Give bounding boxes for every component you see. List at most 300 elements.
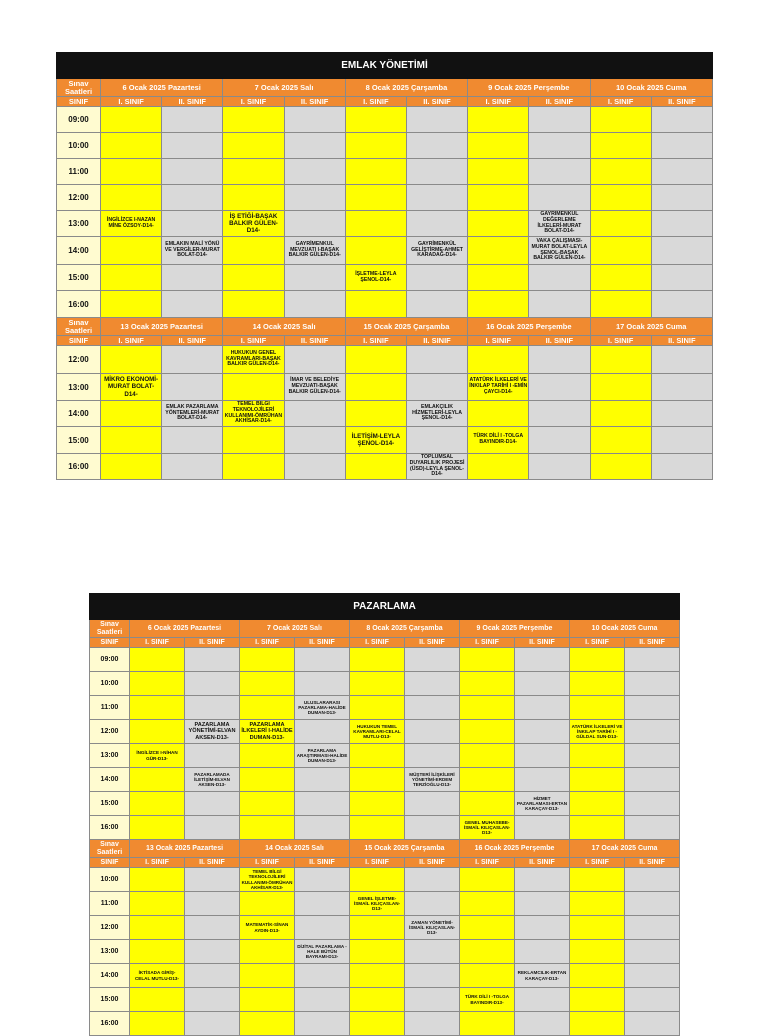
exam-entry: İNGİLİZCE I-NAZAN MİNE ÖZSOY-D14- bbox=[101, 211, 162, 237]
day-header: 17 Ocak 2025 Cuma bbox=[590, 318, 712, 336]
empty-cell bbox=[295, 672, 350, 696]
day-header: 6 Ocak 2025 Pazartesi bbox=[130, 620, 240, 638]
empty-cell bbox=[162, 265, 223, 291]
empty-cell bbox=[350, 672, 405, 696]
exam-entry: İŞ ETİĞİ-BAŞAK BALKIR GÜLEN-D14- bbox=[223, 211, 284, 237]
class-2-header: II. SINIF bbox=[162, 97, 223, 107]
empty-cell bbox=[651, 291, 712, 318]
empty-cell bbox=[405, 744, 460, 768]
class-2-header: II. SINIF bbox=[406, 97, 467, 107]
empty-cell bbox=[162, 133, 223, 159]
empty-cell bbox=[130, 696, 185, 720]
day-header: 10 Ocak 2025 Cuma bbox=[570, 620, 680, 638]
empty-cell bbox=[570, 792, 625, 816]
empty-cell bbox=[651, 346, 712, 374]
empty-cell bbox=[405, 988, 460, 1012]
empty-cell bbox=[345, 107, 406, 133]
empty-cell bbox=[405, 816, 460, 840]
empty-cell bbox=[240, 892, 295, 916]
empty-cell bbox=[590, 185, 651, 211]
time-slot: 16:00 bbox=[57, 454, 101, 480]
day-header: 14 Ocak 2025 Salı bbox=[223, 318, 345, 336]
empty-cell bbox=[570, 868, 625, 892]
empty-cell bbox=[570, 648, 625, 672]
empty-cell bbox=[529, 454, 590, 480]
class-2-header: II. SINIF bbox=[162, 336, 223, 346]
class-1-header: I. SINIF bbox=[460, 638, 515, 648]
empty-cell bbox=[130, 720, 185, 744]
class-2-header: II. SINIF bbox=[651, 97, 712, 107]
empty-cell bbox=[468, 159, 529, 185]
empty-cell bbox=[590, 291, 651, 318]
day-header: 6 Ocak 2025 Pazartesi bbox=[101, 79, 223, 97]
empty-cell bbox=[529, 185, 590, 211]
exam-entry: İNGİLİZCE I-NİHAN GÜR-D13- bbox=[130, 744, 185, 768]
day-header: 15 Ocak 2025 Çarşamba bbox=[345, 318, 467, 336]
day-header: 15 Ocak 2025 Çarşamba bbox=[350, 840, 460, 858]
empty-cell bbox=[162, 346, 223, 374]
class-1-header: I. SINIF bbox=[223, 336, 284, 346]
empty-cell bbox=[406, 346, 467, 374]
exam-entry: TÜRK DİLİ I -TOLGA BAYINDIR-D14- bbox=[468, 427, 529, 454]
exam-entry: İKTİSADA GİRİŞ-CELAL MUTLU-D13- bbox=[130, 964, 185, 988]
sinav-saatleri-header: Sınav Saatleri bbox=[90, 620, 130, 638]
time-slot: 12:00 bbox=[57, 185, 101, 211]
empty-cell bbox=[515, 768, 570, 792]
class-2-header: II. SINIF bbox=[284, 336, 345, 346]
empty-cell bbox=[625, 672, 680, 696]
time-slot: 15:00 bbox=[90, 988, 130, 1012]
time-slot: 13:00 bbox=[90, 744, 130, 768]
empty-cell bbox=[223, 237, 284, 265]
empty-cell bbox=[162, 185, 223, 211]
day-header: 14 Ocak 2025 Salı bbox=[240, 840, 350, 858]
time-slot: 11:00 bbox=[57, 159, 101, 185]
empty-cell bbox=[130, 940, 185, 964]
class-2-header: II. SINIF bbox=[651, 336, 712, 346]
empty-cell bbox=[223, 291, 284, 318]
exam-entry: EMLAKÇILIK HİZMETLERİ-LEYLA ŞENOL-D14- bbox=[406, 401, 467, 427]
empty-cell bbox=[529, 265, 590, 291]
empty-cell bbox=[162, 159, 223, 185]
class-1-header: I. SINIF bbox=[460, 858, 515, 868]
empty-cell bbox=[345, 346, 406, 374]
empty-cell bbox=[468, 401, 529, 427]
empty-cell bbox=[406, 185, 467, 211]
empty-cell bbox=[295, 964, 350, 988]
empty-cell bbox=[345, 133, 406, 159]
empty-cell bbox=[590, 211, 651, 237]
empty-cell bbox=[350, 792, 405, 816]
empty-cell bbox=[405, 792, 460, 816]
class-2-header: II. SINIF bbox=[515, 638, 570, 648]
empty-cell bbox=[406, 374, 467, 401]
empty-cell bbox=[529, 159, 590, 185]
empty-cell bbox=[515, 916, 570, 940]
class-2-header: II. SINIF bbox=[284, 97, 345, 107]
class-1-header: I. SINIF bbox=[468, 336, 529, 346]
empty-cell bbox=[350, 964, 405, 988]
empty-cell bbox=[651, 454, 712, 480]
empty-cell bbox=[350, 988, 405, 1012]
empty-cell bbox=[240, 744, 295, 768]
empty-cell bbox=[570, 916, 625, 940]
empty-cell bbox=[590, 346, 651, 374]
empty-cell bbox=[295, 792, 350, 816]
sinav-saatleri-header: Sınav Saatleri bbox=[57, 79, 101, 97]
empty-cell bbox=[162, 427, 223, 454]
empty-cell bbox=[515, 868, 570, 892]
empty-cell bbox=[130, 672, 185, 696]
empty-cell bbox=[295, 720, 350, 744]
empty-cell bbox=[350, 868, 405, 892]
exam-entry: PAZARLAMA YÖNETİMİ-ELVAN AKSEN-D13- bbox=[185, 720, 240, 744]
empty-cell bbox=[460, 744, 515, 768]
empty-cell bbox=[240, 792, 295, 816]
day-header: 7 Ocak 2025 Salı bbox=[223, 79, 345, 97]
time-slot: 10:00 bbox=[90, 672, 130, 696]
empty-cell bbox=[101, 454, 162, 480]
empty-cell bbox=[101, 265, 162, 291]
exam-entry: GAYRİMENKÜL GELİŞTİRME-AHMET KARADAĞ-D14- bbox=[406, 237, 467, 265]
class-1-header: I. SINIF bbox=[468, 97, 529, 107]
empty-cell bbox=[460, 868, 515, 892]
empty-cell bbox=[345, 374, 406, 401]
empty-cell bbox=[223, 185, 284, 211]
empty-cell bbox=[350, 768, 405, 792]
empty-cell bbox=[185, 988, 240, 1012]
empty-cell bbox=[570, 988, 625, 1012]
empty-cell bbox=[350, 744, 405, 768]
empty-cell bbox=[295, 892, 350, 916]
empty-cell bbox=[625, 868, 680, 892]
time-slot: 14:00 bbox=[90, 768, 130, 792]
empty-cell bbox=[468, 291, 529, 318]
empty-cell bbox=[185, 648, 240, 672]
time-slot: 10:00 bbox=[90, 868, 130, 892]
empty-cell bbox=[295, 816, 350, 840]
empty-cell bbox=[101, 291, 162, 318]
exam-entry: PAZARLAMADA İLETİŞİM-ELVAN AKSEN-D13- bbox=[185, 768, 240, 792]
empty-cell bbox=[460, 940, 515, 964]
exam-entry: TEMEL BİLGİ TEKNOLOJİLERİ KULLANIMI-ÖMRÜHAN AKHİSAR-D14- bbox=[223, 401, 284, 427]
empty-cell bbox=[515, 892, 570, 916]
exam-entry: ZAMAN YÖNETİMİ-İSMAİL KILIÇASLAN-D13- bbox=[405, 916, 460, 940]
empty-cell bbox=[162, 107, 223, 133]
class-1-header: I. SINIF bbox=[101, 97, 162, 107]
empty-cell bbox=[240, 768, 295, 792]
empty-cell bbox=[651, 427, 712, 454]
empty-cell bbox=[223, 159, 284, 185]
empty-cell bbox=[101, 185, 162, 211]
empty-cell bbox=[468, 346, 529, 374]
empty-cell bbox=[590, 133, 651, 159]
empty-cell bbox=[515, 816, 570, 840]
empty-cell bbox=[284, 133, 345, 159]
exam-entry: HUKUKUN TEMEL KAVRAMLARI-CELAL MUTLU-D13- bbox=[350, 720, 405, 744]
class-1-header: I. SINIF bbox=[130, 858, 185, 868]
empty-cell bbox=[570, 940, 625, 964]
empty-cell bbox=[223, 427, 284, 454]
empty-cell bbox=[240, 816, 295, 840]
empty-cell bbox=[295, 916, 350, 940]
empty-cell bbox=[529, 427, 590, 454]
exam-entry: REKLAMCILIK-ERTAN KARAÇAY-D13- bbox=[515, 964, 570, 988]
exam-entry: TÜRK DİLİ I -TOLGA BAYINDIR-D13- bbox=[460, 988, 515, 1012]
sinif-label: SINIF bbox=[90, 858, 130, 868]
empty-cell bbox=[570, 744, 625, 768]
day-header: 9 Ocak 2025 Perşembe bbox=[468, 79, 590, 97]
empty-cell bbox=[345, 185, 406, 211]
empty-cell bbox=[651, 185, 712, 211]
empty-cell bbox=[350, 816, 405, 840]
time-slot: 13:00 bbox=[57, 374, 101, 401]
empty-cell bbox=[468, 265, 529, 291]
empty-cell bbox=[468, 454, 529, 480]
day-header: 8 Ocak 2025 Çarşamba bbox=[345, 79, 467, 97]
empty-cell bbox=[590, 159, 651, 185]
empty-cell bbox=[405, 892, 460, 916]
empty-cell bbox=[468, 133, 529, 159]
time-slot: 12:00 bbox=[90, 916, 130, 940]
exam-entry: MİKRO EKONOMİ-MURAT BOLAT-D14- bbox=[101, 374, 162, 401]
class-2-header: II. SINIF bbox=[295, 858, 350, 868]
empty-cell bbox=[570, 892, 625, 916]
empty-cell bbox=[570, 964, 625, 988]
class-2-header: II. SINIF bbox=[406, 336, 467, 346]
empty-cell bbox=[185, 940, 240, 964]
empty-cell bbox=[345, 211, 406, 237]
class-1-header: I. SINIF bbox=[570, 858, 625, 868]
exam-entry: PAZARLAMA İLKELERİ I-HALİDE DUMAN-D13- bbox=[240, 720, 295, 744]
empty-cell bbox=[460, 696, 515, 720]
empty-cell bbox=[406, 291, 467, 318]
sinif-label: SINIF bbox=[57, 97, 101, 107]
empty-cell bbox=[130, 892, 185, 916]
day-header: 9 Ocak 2025 Perşembe bbox=[460, 620, 570, 638]
empty-cell bbox=[130, 792, 185, 816]
empty-cell bbox=[651, 401, 712, 427]
time-slot: 12:00 bbox=[57, 346, 101, 374]
empty-cell bbox=[185, 892, 240, 916]
empty-cell bbox=[529, 291, 590, 318]
empty-cell bbox=[625, 988, 680, 1012]
time-slot: 09:00 bbox=[57, 107, 101, 133]
exam-entry: EMLAKIN MALİ YÖNÜ VE VERGİLER-MURAT BOLAT-D14- bbox=[162, 237, 223, 265]
empty-cell bbox=[529, 107, 590, 133]
sinif-label: SINIF bbox=[90, 638, 130, 648]
empty-cell bbox=[625, 768, 680, 792]
class-1-header: I. SINIF bbox=[240, 638, 295, 648]
empty-cell bbox=[350, 696, 405, 720]
empty-cell bbox=[651, 374, 712, 401]
empty-cell bbox=[185, 868, 240, 892]
empty-cell bbox=[468, 185, 529, 211]
empty-cell bbox=[406, 265, 467, 291]
empty-cell bbox=[130, 988, 185, 1012]
empty-cell bbox=[350, 940, 405, 964]
empty-cell bbox=[101, 401, 162, 427]
empty-cell bbox=[460, 916, 515, 940]
empty-cell bbox=[529, 133, 590, 159]
empty-cell bbox=[625, 792, 680, 816]
exam-entry: İLETİŞİM-LEYLA ŞENOL-D14- bbox=[345, 427, 406, 454]
exam-entry: GAYRİMENKUL MEVZUATI I-BAŞAK BALKIR GÜLEN-D14- bbox=[284, 237, 345, 265]
empty-cell bbox=[101, 346, 162, 374]
empty-cell bbox=[405, 964, 460, 988]
empty-cell bbox=[625, 816, 680, 840]
empty-cell bbox=[185, 964, 240, 988]
empty-cell bbox=[625, 964, 680, 988]
empty-cell bbox=[240, 940, 295, 964]
empty-cell bbox=[345, 291, 406, 318]
day-header: 13 Ocak 2025 Pazartesi bbox=[130, 840, 240, 858]
time-slot: 16:00 bbox=[90, 816, 130, 840]
empty-cell bbox=[284, 107, 345, 133]
empty-cell bbox=[529, 346, 590, 374]
empty-cell bbox=[405, 648, 460, 672]
empty-cell bbox=[284, 454, 345, 480]
empty-cell bbox=[405, 940, 460, 964]
empty-cell bbox=[625, 648, 680, 672]
empty-cell bbox=[625, 744, 680, 768]
empty-cell bbox=[515, 988, 570, 1012]
exam-entry: GENEL İŞLETME-İSMAİL KILIÇASLAN-D13- bbox=[350, 892, 405, 916]
class-2-header: II. SINIF bbox=[515, 858, 570, 868]
class-1-header: I. SINIF bbox=[350, 858, 405, 868]
empty-cell bbox=[405, 720, 460, 744]
empty-cell bbox=[284, 185, 345, 211]
time-slot: 13:00 bbox=[90, 940, 130, 964]
empty-cell bbox=[240, 648, 295, 672]
empty-cell bbox=[405, 868, 460, 892]
empty-cell bbox=[460, 892, 515, 916]
exam-entry: GENEL MUHASEBE-İSMAİL KILIÇASLAN-D13- bbox=[460, 816, 515, 840]
empty-cell bbox=[625, 940, 680, 964]
class-2-header: II. SINIF bbox=[185, 858, 240, 868]
empty-cell bbox=[223, 374, 284, 401]
empty-cell bbox=[295, 648, 350, 672]
class-2-header: II. SINIF bbox=[529, 97, 590, 107]
empty-cell bbox=[460, 792, 515, 816]
empty-cell bbox=[240, 672, 295, 696]
empty-cell bbox=[625, 916, 680, 940]
exam-entry: MATEMATİK-SİNAN AYDIN-D13- bbox=[240, 916, 295, 940]
empty-cell bbox=[101, 133, 162, 159]
empty-cell bbox=[185, 792, 240, 816]
exam-entry: İMAR VE BELEDİYE MEVZUATI-BAŞAK BALKIR GÜLEN-D14- bbox=[284, 374, 345, 401]
empty-cell bbox=[240, 696, 295, 720]
empty-cell bbox=[185, 816, 240, 840]
exam-entry: HİZMET PAZARLAMASI-ERTAN KARAÇAY-D13- bbox=[515, 792, 570, 816]
empty-cell bbox=[529, 374, 590, 401]
empty-cell bbox=[406, 211, 467, 237]
empty-cell bbox=[651, 237, 712, 265]
exam-entry: ATATÜRK İLKELERİ VE İNKILAP TARİHİ I -EMİN ÇAYCI-D14- bbox=[468, 374, 529, 401]
empty-cell bbox=[130, 916, 185, 940]
time-slot: 15:00 bbox=[90, 792, 130, 816]
empty-cell bbox=[515, 940, 570, 964]
empty-cell bbox=[284, 346, 345, 374]
empty-cell bbox=[130, 816, 185, 840]
day-header: 13 Ocak 2025 Pazartesi bbox=[101, 318, 223, 336]
empty-cell bbox=[284, 265, 345, 291]
empty-cell bbox=[590, 107, 651, 133]
empty-cell bbox=[406, 427, 467, 454]
class-1-header: I. SINIF bbox=[590, 336, 651, 346]
exam-entry: İŞLETME-LEYLA ŞENOL-D14- bbox=[345, 265, 406, 291]
exam-entry: HUKUKUN GENEL KAVRAMLARI-BAŞAK BALKIR GÜLEN-D14- bbox=[223, 346, 284, 374]
empty-cell bbox=[284, 427, 345, 454]
sinif-label: SINIF bbox=[57, 336, 101, 346]
empty-cell bbox=[295, 868, 350, 892]
table-title: EMLAK YÖNETİMİ bbox=[57, 53, 713, 79]
empty-cell bbox=[130, 768, 185, 792]
empty-cell bbox=[223, 454, 284, 480]
empty-cell bbox=[223, 107, 284, 133]
time-slot: 12:00 bbox=[90, 720, 130, 744]
empty-cell bbox=[529, 401, 590, 427]
class-2-header: II. SINIF bbox=[405, 858, 460, 868]
empty-cell bbox=[460, 648, 515, 672]
pazarlama-table bbox=[89, 593, 680, 1036]
empty-cell bbox=[625, 892, 680, 916]
empty-cell bbox=[130, 648, 185, 672]
empty-cell bbox=[405, 672, 460, 696]
empty-cell bbox=[345, 159, 406, 185]
empty-cell bbox=[284, 211, 345, 237]
empty-cell bbox=[101, 427, 162, 454]
empty-cell bbox=[651, 107, 712, 133]
time-slot: 10:00 bbox=[57, 133, 101, 159]
time-slot: 15:00 bbox=[57, 427, 101, 454]
empty-cell bbox=[185, 672, 240, 696]
empty-cell bbox=[295, 768, 350, 792]
empty-cell bbox=[460, 720, 515, 744]
empty-cell bbox=[406, 159, 467, 185]
empty-cell bbox=[406, 107, 467, 133]
empty-cell bbox=[101, 159, 162, 185]
class-1-header: I. SINIF bbox=[590, 97, 651, 107]
day-header: 8 Ocak 2025 Çarşamba bbox=[350, 620, 460, 638]
empty-cell bbox=[295, 988, 350, 1012]
empty-cell bbox=[515, 744, 570, 768]
exam-entry: VAKA ÇALIŞMASI-MURAT BOLAT-LEYLA ŞENOL-BAŞAK BALKIR GÜLEN-D14- bbox=[529, 237, 590, 265]
empty-cell bbox=[345, 401, 406, 427]
empty-cell bbox=[223, 133, 284, 159]
day-header: 17 Ocak 2025 Cuma bbox=[570, 840, 680, 858]
class-2-header: II. SINIF bbox=[185, 638, 240, 648]
empty-cell bbox=[590, 237, 651, 265]
empty-cell bbox=[570, 696, 625, 720]
empty-cell bbox=[590, 265, 651, 291]
time-slot: 15:00 bbox=[57, 265, 101, 291]
empty-cell bbox=[162, 291, 223, 318]
empty-cell bbox=[468, 107, 529, 133]
empty-cell bbox=[350, 648, 405, 672]
empty-cell bbox=[515, 696, 570, 720]
empty-cell bbox=[130, 868, 185, 892]
empty-cell bbox=[240, 988, 295, 1012]
empty-cell bbox=[345, 237, 406, 265]
empty-cell bbox=[185, 916, 240, 940]
class-1-header: I. SINIF bbox=[350, 638, 405, 648]
exam-entry: DİJİTAL PAZARLAMA -HALE BÜTÜN BAYRAMI-D13- bbox=[295, 940, 350, 964]
empty-cell bbox=[651, 133, 712, 159]
empty-cell bbox=[590, 374, 651, 401]
empty-cell bbox=[162, 454, 223, 480]
empty-cell bbox=[570, 816, 625, 840]
